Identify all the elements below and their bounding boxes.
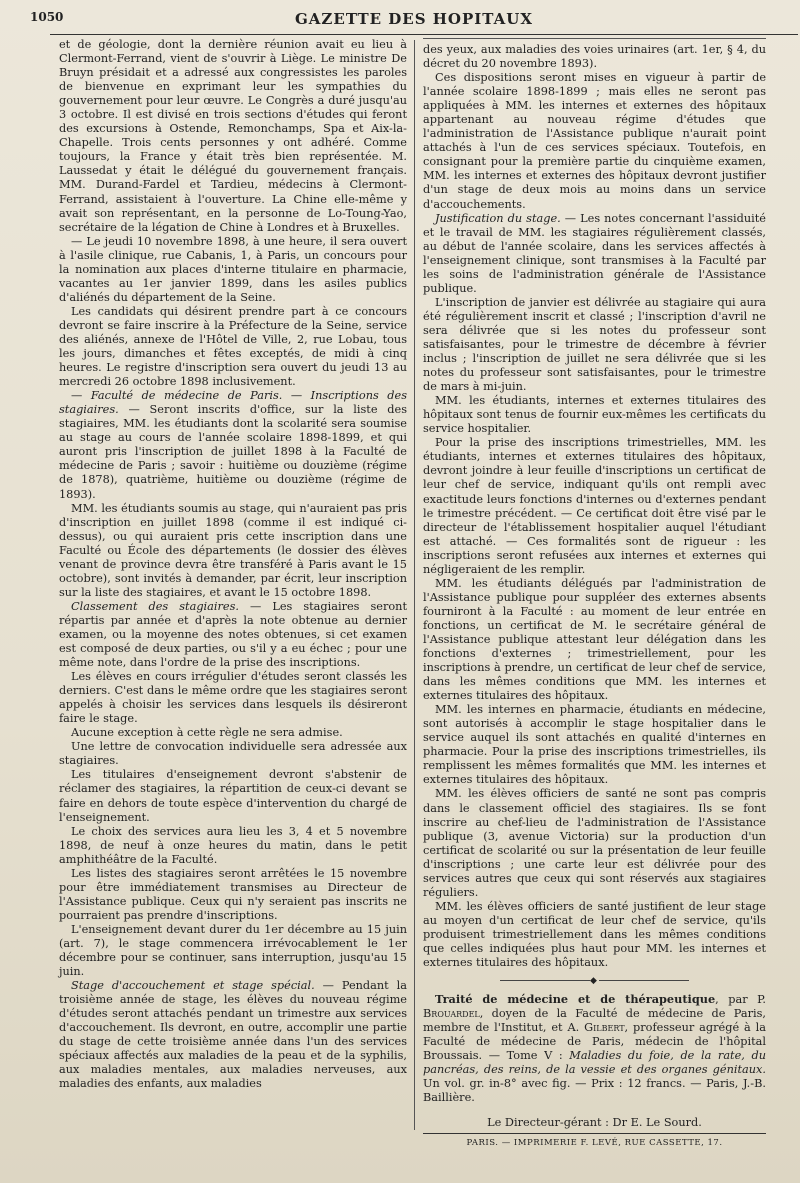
text-body: — Seront inscrits d'office, sur la liste des stagiaires, MM. les étudiants dont la scolarité sera soumise au stage au cours de l'année scolaire 1898-1899, et qui auront pris l'inscription de juillet 1898 à la Faculté de médecine de Paris ; savoir : huitième ou douzième (régime de 1878), quatrième, huitième ou douzième (régime de 1893). — [59, 403, 407, 501]
author-brouardel: Brouardel — [423, 1007, 480, 1021]
paragraph-certificats: MM. les étudiants, internes et externes titulaires des hôpitaux sont tenus de fournir eux-mêmes les certificats du service hospitalier. — [423, 394, 766, 436]
signature-rule — [423, 1133, 766, 1134]
section-title-justification: Justification du stage. — [435, 211, 561, 225]
journal-title: GAZETTE DES HOPITAUX — [294, 10, 533, 28]
paragraph-officiers-stage: MM. les élèves officiers de santé justifient de leur stage au moyen d'un certificat de leur chef de service, qu'ils produisent trimestriellement dans les mêmes conditions que celles indiquées plus haut pour MM. les internes et externes titulaires des hôpitaux. — [423, 899, 766, 970]
printer-imprint: PARIS. — IMPRIMERIE F. LEVÉ, RUE CASSETTE, 17. — [466, 1137, 723, 1148]
paragraph-etudiants-stage: MM. les étudiants soumis au stage, qui n'auraient pas pris d'inscription en juillet 1898 (comme il est indiqué ci-dessus), ou qui auraient pris cette inscription dans une Faculté ou École des départements (le dossier des élèves venant de province devra être transféré à Paris avant le 15 octobre), sont invités à demander, par écrit, leur inscription sur la liste des stagiaires, et avant le 15 octobre 1898. — [59, 501, 407, 599]
signature-line: Le Directeur-gérant : Dr E. Le Sourd. — [487, 1115, 702, 1129]
page-number: 1050 — [30, 10, 64, 24]
page-header — [30, 6, 798, 34]
paragraph-inscription-janvier: L'inscription de janvier est délivrée au stagiaire qui aura été régulièrement inscrit et classé ; l'inscription d'avril ne sera délivrée que si les notes du professeur sont satisfaisantes, pour le trimestre de décembre à février inclus ; l'inscription de juillet ne sera délivrée que si les notes du professeur sont satisfaisantes, pour le trimestre de mars à mi-juin. — [423, 295, 766, 394]
section-title-stage: Stage d'accouchement et stage spécial. — [71, 979, 315, 993]
text-body: — Pendant la troisième année de stage, les élèves du nouveau régime d'études seront attachés pendant un trimestre aux services d'accouchement. Ils devront, en outre, accomplir une partie du stage de cette troisième année dans l'un des services spéciaux affectés aux maladies de la peau et de la syphilis, aux maladies mentales, aux maladies nerveuses, aux maladies des enfants, aux maladies — [59, 979, 407, 1091]
paragraph-delegues: MM. les étudiants délégués par l'administration de l'Assistance publique pour suppléer des externes absents fourniront à la Faculté : au moment de leur entrée en fonctions, un certificat de M. le secrétaire général de l'Assistance publique attestant leur délégation dans les fonctions d'externes ; trimestriellement, pour les inscriptions à prendre, un certificat de leur chef de service, dans les mêmes conditions que MM. les internes et externes titulaires des hôpitaux. — [423, 576, 766, 703]
paragraph-dispositions: Ces dispositions seront mises en vigueur à partir de l'année scolaire 1898-1899 ; mais elles ne seront pas appliquées à MM. les internes et externes des hôpitaux appartenant au nouveau régime d'études que l'administration de l'Assistance publique n'aurait point attachés à l'un de ces services spéciaux. Toutefois, en consignant pour la première partie du cinquième examen, MM. les internes et externes des hôpitaux devront justifier d'un stage de deux mois au moins dans un service d'accouchements. — [423, 71, 766, 211]
paragraph-choix: Le choix des services aura lieu les 3, 4 et 5 novembre 1898, de neuf à onze heures du matin, dans le petit amphithéâtre de la Faculté. — [59, 824, 407, 866]
book-subtitle: Maladies du foie, de la rate, du pancréas, des reins, de la vessie et des organes génitaux. — [423, 1049, 766, 1077]
paragraph-justification — [423, 212, 766, 296]
header-rule — [50, 34, 798, 35]
book-title: Traité de médecine et de thérapeutique — [435, 992, 716, 1007]
text-body: — Les stagiaires seront répartis par année et d'après la note obtenue au dernier examen, ou la moyenne des notes obtenues, si cet examen est composé de deux parties, ou s'il y a eu échec ; pour une même note, dans l'ordre de la prise des inscriptions. — [59, 599, 407, 670]
section-title-inscriptions: Faculté de médecine de Paris. — Inscriptions des stagiaires. — [59, 389, 408, 417]
paragraph-exception: Aucune exception à cette règle ne sera admise. — [71, 726, 343, 740]
ornament-separator: ◆ — [423, 974, 766, 988]
paragraph-concours: — Le jeudi 10 novembre 1898, à une heure, il sera ouvert à l'asile clinique, rue Cabanis, 1, à Paris, un concours pour la nomination aux places d'interne titulaire en pharmacie, vacantes au 1er janvier 1899, dans les asiles publics d'aliénés du département de la Seine. — [59, 234, 407, 304]
top-rule — [423, 38, 766, 39]
paragraph-candidats: Les candidats qui désirent prendre part à ce concours devront se faire inscrire à la Préfecture de la Seine, service des aliénés, annexe de l'Hôtel de Ville, 2, rue Lobau, tous les jours, dimanches et fêtes exceptés, de midi à cinq heures. Le registre d'inscription sera ouvert du jeudi 13 au mercredi 26 octobre 1898 inclusivement. — [59, 304, 407, 389]
paragraph-congress: et de géologie, dont la dernière réunion avait eu lieu à Clermont-Ferrand, vient de s'ouvrir à Liège. Le ministre De Bruyn présidait et a adressé aux congressistes les paroles de bienvenue en exprimant leur les sympathies du gouvernement pour leur œuvre. Le Congrès a duré jusqu'au 3 octobre. Il est divisé en trois sections d'études qui feront des excursions à Ostende, Remonchamps, Spa et Aix-la-Chapelle. Trois cents personnes y ont adhéré. Comme toujours, la France y était très bien représentée. M. Laussedat y était le délégué du gouvernement français. MM. Durand-Fardel et Tardieu, médecins à Clermont-Ferrand, assistaient à l'ouverture. La Chine elle-même y avait son représentant, en la personne de Lo-Toung-Yao, secrétaire de la légation de Chine à Londres et à Bruxelles. — [59, 38, 407, 234]
section-title-classement: Classement des stagiaires. — [71, 599, 239, 613]
paragraph-faculte — [59, 389, 407, 501]
text-body: , par P. — [715, 993, 766, 1007]
paragraph-listes: Les listes des stagiaires seront arrêtées le 15 novembre pour être immédiatement transmises au Directeur de l'Assistance publique. Ceux qui n'y seraient pas inscrits ne pourraient pas prendre d'inscriptions. — [59, 866, 407, 922]
text-body: , doyen de la Faculté de médecine de Paris, membre de l'Institut, et A. — [423, 1007, 766, 1035]
paragraph-irreguliers: Les élèves en cours irrégulier d'études seront classés les derniers. C'est dans le même ordre que les stagiaires seront appelés à choisir les services dans lesquels ils désireront faire le stage. — [59, 670, 407, 726]
paragraph-pharmacie: MM. les internes en pharmacie, étudiants en médecine, sont autorisés à accomplir le stage hospitalier dans le service auquel ils sont attachés en qualité d'internes en pharmacie. Pour la prise des inscriptions trimestrielles, ils remplissent les mêmes formalités que MM. les internes et externes titulaires des hôpitaux. — [423, 703, 766, 787]
paragraph-classement — [59, 600, 407, 670]
text-lead: — — [71, 389, 91, 403]
paragraph-convocation: Une lettre de convocation individuelle sera adressée aux stagiaires. — [59, 740, 407, 768]
author-gilbert: Gilbert — [584, 1021, 625, 1035]
text-body: , professeur agrégé à la Faculté de médecine de Paris, médecin de l'hôpital Broussais. — Tome V : — [423, 1021, 766, 1063]
column-divider — [414, 40, 415, 1130]
paragraph-officiers: MM. les élèves officiers de santé ne sont pas compris dans le classement officiel des stagiaires. Ils se font inscrire au chef-lieu de l'administration de l'Assistance publique (3, avenue Victoria) sur la production d'un certificat de scolarité ou sur la présentation de leur feuille d'inscriptions ; une carte leur est délivrée pour des services autres que ceux qui sont réservés aux stagiaires réguliers. — [423, 787, 766, 899]
paragraph-yeux: des yeux, aux maladies des voies urinaires (art. 1er, § 4, du décret du 20 novembre 1893). — [423, 43, 766, 71]
text-body: — Les notes concernant l'assiduité et le travail de MM. les stagiaires régulièrement classés, au début de l'année scolaire, dans les services affectés à l'enseignement clinique, sont transmises à la Faculté par les soins de l'administration générale de l'Assistance publique. — [423, 211, 766, 295]
paragraph-titulaires: Les titulaires d'enseignement devront s'abstenir de réclamer des stagiaires, la répartition de ceux-ci devant se faire en dehors de toute espèce d'intervention du chargé de l'enseignement. — [59, 768, 407, 824]
book-notice — [423, 992, 766, 1105]
paragraph-trimestrielles: Pour la prise des inscriptions trimestrielles, MM. les étudiants, internes et externes titulaires des hôpitaux, devront joindre à leur feuille d'inscriptions un certificat de leur chef de service, indiquant qu'ils ont rempli avec exactitude leurs fonctions d'internes ou d'externes pendant le trimestre précédent. — Ce certificat doit être visé par le directeur de l'établissement hospitalier auquel l'étudiant est attaché. — Ces formalités sont de rigueur : les inscriptions seront refusées aux internes et externes qui négligeraient de les remplir. — [423, 436, 766, 576]
left-column — [59, 38, 407, 1092]
paragraph-enseignement: L'enseignement devant durer du 1er décembre au 15 juin (art. 7), le stage commencera irrévocablement le 1er décembre pour se continuer, sans interruption, jusqu'au 15 juin. — [59, 922, 407, 979]
paragraph-accouchement — [59, 979, 407, 1091]
right-column — [423, 38, 766, 1150]
text-body: Un vol. gr. in-8° avec fig. — Prix : 12 francs. — Paris, J.-B. Baillière. — [423, 1077, 766, 1105]
